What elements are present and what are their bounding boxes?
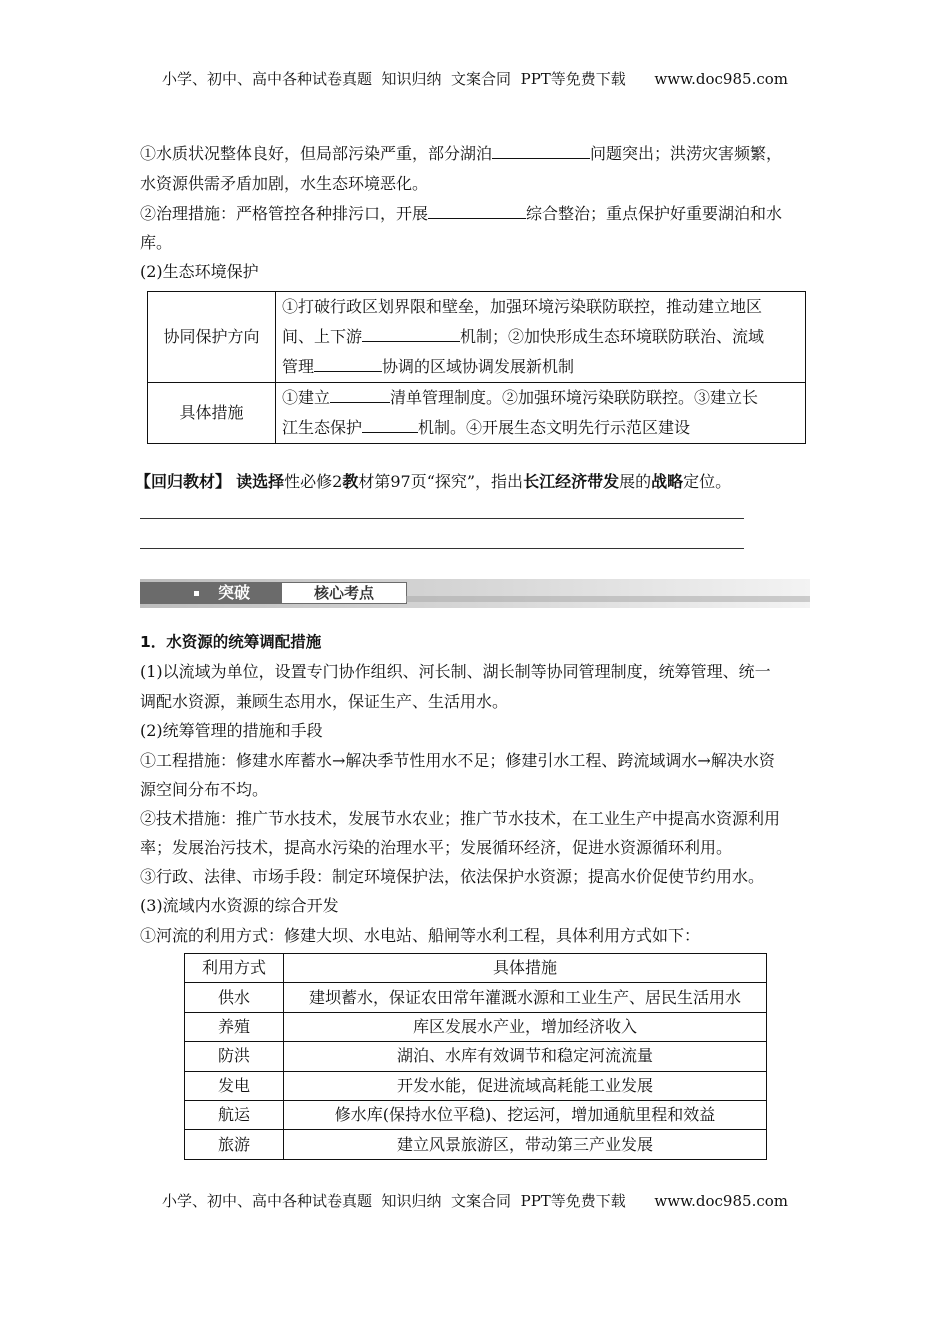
table-cell bbox=[276, 292, 806, 383]
content-text: ②技术措施：推广节水技术，发展节水农业；推广节水技术，在工业生产中提高水资源利用 bbox=[140, 809, 781, 828]
fill-blank[interactable] bbox=[428, 200, 526, 219]
review-textbook bbox=[135, 471, 731, 493]
table-cell: 建坝蓄水，保证农田常年灌溉水源和工业生产、居民生活用水 bbox=[284, 983, 767, 1012]
table-row bbox=[185, 1100, 767, 1129]
cell-text: 机制；②加快形成生态环境联防联治、流域 bbox=[460, 327, 765, 346]
review-text: 战略 bbox=[651, 472, 684, 491]
column-header: 具体措施 bbox=[284, 954, 767, 983]
cell-text: 管理 bbox=[282, 357, 315, 376]
fill-blank[interactable] bbox=[362, 323, 460, 342]
banner-strip bbox=[406, 596, 810, 602]
intro-paragraph-2 bbox=[140, 200, 812, 228]
column-header: 利用方式 bbox=[185, 954, 284, 983]
cell-text: 间、上下游 bbox=[282, 327, 363, 346]
cell-line bbox=[282, 383, 799, 413]
table-row bbox=[148, 383, 806, 444]
table-cell bbox=[276, 383, 806, 444]
eco-protection-table bbox=[147, 291, 806, 444]
table-row bbox=[148, 292, 806, 383]
content-text: 源空间分布不均。 bbox=[140, 780, 269, 799]
answer-line[interactable] bbox=[140, 518, 744, 519]
content-text: ①河流的利用方式：修建大坝、水电站、船闸等水利工程，具体利用方式如下： bbox=[140, 926, 701, 945]
intro-text: ②治理措施：严格管控各种排污口，开展 bbox=[140, 204, 429, 223]
intro-text: ①水质状况整体良好，但局部污染严重，部分湖泊 bbox=[140, 144, 493, 163]
table-cell: 养殖 bbox=[185, 1012, 284, 1041]
review-text: 性必修2 bbox=[284, 472, 343, 491]
fill-blank[interactable] bbox=[330, 384, 390, 403]
table-head-cell: 协同保护方向 bbox=[148, 292, 276, 383]
content-text: ③行政、法律、市场手段：制定环境保护法，依法保护水资源；提高水价促使节约用水。 bbox=[140, 867, 765, 886]
review-text: 教 bbox=[342, 472, 359, 491]
table-cell: 建立风景旅游区，带动第三产业发展 bbox=[284, 1130, 767, 1159]
content-text: 率；发展治污技术，提高水污染的治理水平；发展循环经济，促进水资源循环利用。 bbox=[140, 838, 733, 857]
content-text: 调配水资源，兼顾生态用水，保证生产、生活用水。 bbox=[140, 692, 509, 711]
table-cell: 发电 bbox=[185, 1071, 284, 1100]
intro-paragraph-1 bbox=[140, 140, 812, 168]
river-usage-table bbox=[184, 953, 767, 1160]
cell-text: 江生态保护 bbox=[282, 418, 363, 437]
cell-text: 机制。④开展生态文明先行示范区建设 bbox=[418, 418, 691, 437]
intro-text: 综合整治；重点保护好重要湖泊和水 bbox=[526, 204, 783, 223]
cell-line: ①打破行政区划界限和壁垒，加强环境污染联防联控，推动建立地区 bbox=[282, 297, 763, 316]
table-cell: 防洪 bbox=[185, 1042, 284, 1071]
review-tag: 【回归教材】 bbox=[135, 472, 232, 491]
table-head-cell: 具体措施 bbox=[148, 383, 276, 444]
review-text: 材第97页“探究”，指出 bbox=[358, 472, 524, 491]
table-row bbox=[185, 1071, 767, 1100]
intro-text: 库。 bbox=[140, 233, 173, 252]
section-title: (2)生态环境保护 bbox=[140, 262, 259, 281]
fill-blank[interactable] bbox=[362, 414, 418, 433]
table-cell: 开发水能，促进流域高耗能工业发展 bbox=[284, 1071, 767, 1100]
banner-label: 突破 bbox=[218, 583, 251, 602]
cell-text: 清单管理制度。②加强环境污染联防联控。③建立长 bbox=[390, 388, 759, 407]
review-text: 读选择 bbox=[236, 472, 285, 491]
fill-blank[interactable] bbox=[314, 353, 382, 372]
cell-line bbox=[282, 413, 799, 443]
section-banner bbox=[140, 579, 810, 608]
table-row bbox=[185, 1042, 767, 1071]
cell-line bbox=[282, 352, 799, 382]
cell-text: ①建立 bbox=[282, 388, 331, 407]
content-text: ①工程措施：修建水库蓄水→解决季节性用水不足；修建引水工程、跨流域调水→解决水资 bbox=[140, 751, 775, 770]
table-header-row bbox=[185, 954, 767, 983]
fill-blank[interactable] bbox=[492, 140, 590, 159]
review-text: 展的 bbox=[619, 472, 652, 491]
table-row bbox=[185, 1130, 767, 1159]
table-cell: 修水库(保持水位平稳)、挖运河，增加通航里程和效益 bbox=[284, 1100, 767, 1129]
table-row bbox=[185, 983, 767, 1012]
content-text: (1)以流域为单位，设置专门协作组织、河长制、湖长制等协同管理制度，统筹管理、统一 bbox=[140, 662, 771, 681]
review-text: 定位。 bbox=[683, 472, 732, 491]
review-text: 长江经济带发 bbox=[523, 472, 620, 491]
content-text: (2)统筹管理的措施和手段 bbox=[140, 721, 323, 740]
square-bullet-icon bbox=[194, 591, 199, 596]
table-cell: 湖泊、水库有效调节和稳定河流流量 bbox=[284, 1042, 767, 1071]
intro-text: 水资源供需矛盾加剧，水生态环境恶化。 bbox=[140, 174, 429, 193]
intro-text: 问题突出；洪涝灾害频繁， bbox=[590, 144, 783, 163]
page-header: 小学、初中、高中各种试卷真题 知识归纳 文案合同 PPT等免费下载 www.doc985.com bbox=[161, 70, 788, 88]
page-footer: 小学、初中、高中各种试卷真题 知识归纳 文案合同 PPT等免费下载 www.doc985.com bbox=[161, 1192, 788, 1210]
table-row bbox=[185, 1012, 767, 1041]
table-cell: 旅游 bbox=[185, 1130, 284, 1159]
banner-subtitle: 核心考点 bbox=[281, 582, 407, 604]
section-heading: 1．水资源的统筹调配措施 bbox=[140, 633, 322, 651]
table-cell: 库区发展水产业，增加经济收入 bbox=[284, 1012, 767, 1041]
banner-dark-tab bbox=[140, 582, 281, 604]
table-cell: 航运 bbox=[185, 1100, 284, 1129]
answer-line[interactable] bbox=[140, 548, 744, 549]
content-text: (3)流域内水资源的综合开发 bbox=[140, 896, 339, 915]
cell-line bbox=[282, 322, 799, 352]
cell-text: 协调的区域协调发展新机制 bbox=[382, 357, 575, 376]
table-cell: 供水 bbox=[185, 983, 284, 1012]
